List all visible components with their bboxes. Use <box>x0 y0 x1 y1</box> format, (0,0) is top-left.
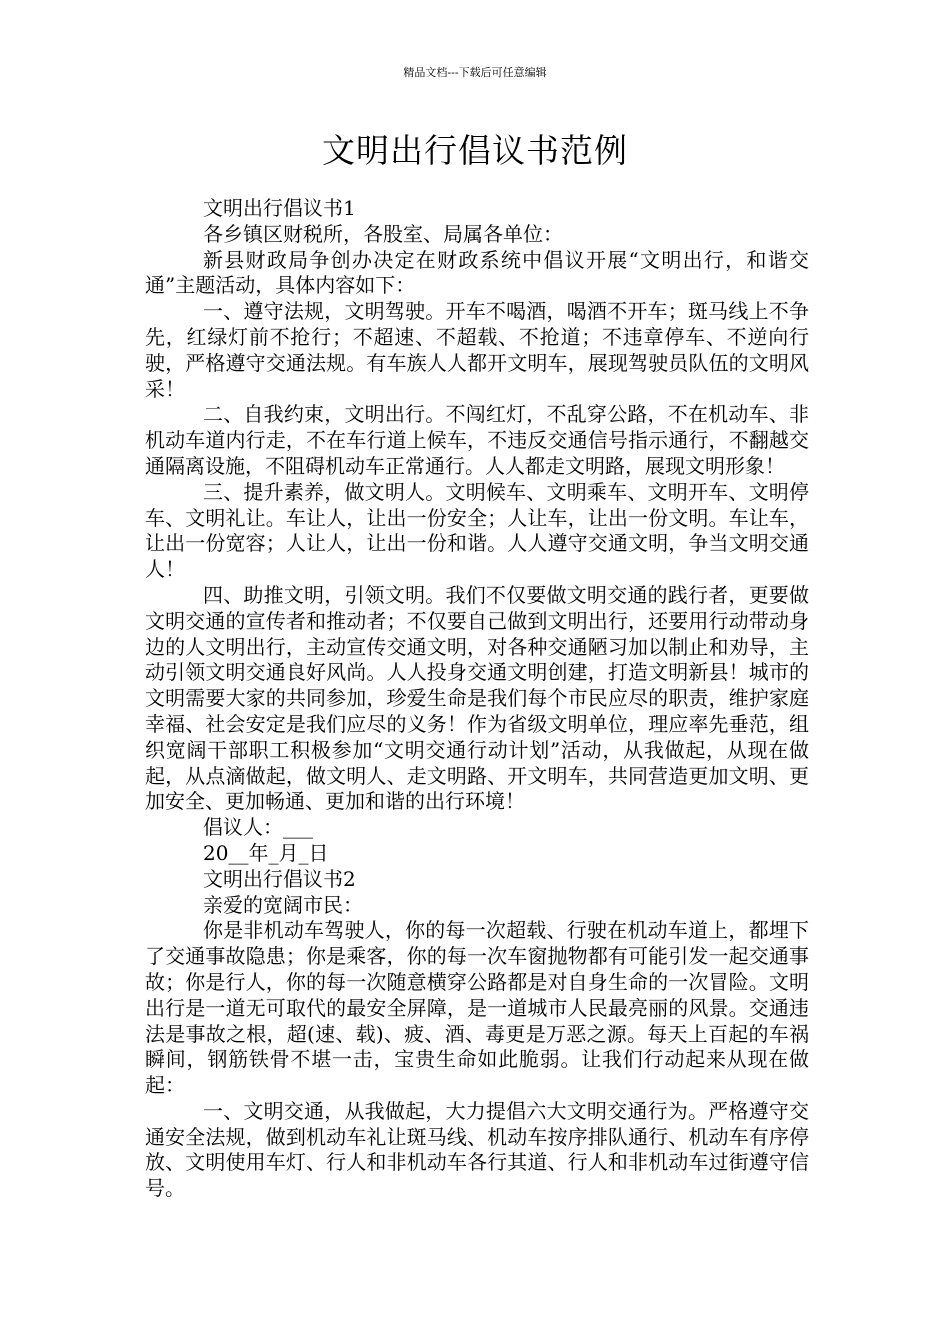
document-body <box>145 196 809 1202</box>
paragraph-letter2-heading: 文明出行倡议书2 <box>203 866 356 891</box>
paragraph-signer: 倡议人：___ <box>203 815 313 840</box>
paragraph-letter2-body: 你是非机动车驾驶人，你的每一次超载、行驶在机动车道上，都埋下了交通事故隐患；你是乘客，你的每一次车窗抛物都有可能引发一起交通事故；你是行人，你的每一次随意横穿公路都是对自身生命的一次冒险。文明出行是一道无可取代的最安全屏障，是一道城市人民最亮丽的风景。交通违法是事故之根，超(速、载)、疲、酒、毒更是万恶之源。每天上百起的车祸瞬间，钢筋铁骨不堪一击，宝贵生命如此脆弱。让我们行动起来从现在做起： <box>145 918 809 1098</box>
paragraph-point-2: 二、自我约束，文明出行。不闯红灯，不乱穿公路，不在机动车、非机动车道内行走，不在车行道上候车，不违反交通信号指示通行，不翻越交通隔离设施，不阻碍机动车正常通行。人人都走文明路，展现文明形象！ <box>145 402 809 478</box>
page-header: 精品文档---下载后可任意编辑 <box>403 66 547 79</box>
paragraph-intro: 新县财政局争创办决定在财政系统中倡议开展“文明出行，和谐交通”主题活动，具体内容如下： <box>145 247 809 298</box>
paragraph-letter2-point-1: 一、文明交通，从我做起，大力提倡六大文明交通行为。严格遵守交通安全法规，做到机动车礼让斑马线、机动车按序排队通行、机动车有序停放、文明使用车灯、行人和非机动车各行其道、行人和非机动车过街遵守信号。 <box>145 1098 809 1201</box>
document-title: 文明出行倡议书范例 <box>322 131 628 170</box>
paragraph-point-3: 三、提升素养，做文明人。文明候车、文明乘车、文明开车、文明停车、文明礼让。车让人，让出一份安全；人让车，让出一份文明。车让车，让出一份宽容；人让人，让出一份和谐。人人遵守交通文明，争当文明交通人！ <box>145 479 809 582</box>
paragraph-salutation-1: 各乡镇区财税所，各股室、局属各单位： <box>203 221 563 246</box>
paragraph-point-4: 四、助推文明，引领文明。我们不仅要做文明交通的践行者，更要做文明交通的宣传者和推动者；不仅要自己做到文明出行，还要用行动带动身边的人文明出行，主动宣传交通文明，对各种交通陋习加以制止和劝导，主动引领文明交通良好风尚。人人投身交通文明创建，打造文明新县！城市的文明需要大家的共同参加，珍爱生命是我们每个市民应尽的职责，维护家庭幸福、社会安定是我们应尽的义务！作为省级文明单位，理应率先垂范，组织宽阔干部职工积极参加“文明交通行动计划”活动，从我做起，从现在做起，从点滴做起，做文明人、走文明路、开文明车，共同营造更加文明、更加安全、更加畅通、更加和谐的出行环境！ <box>145 582 809 814</box>
paragraph-salutation-2: 亲爱的宽阔市民： <box>203 892 363 917</box>
paragraph-date: 20__年_月_日 <box>203 840 329 865</box>
paragraph-point-1: 一、遵守法规，文明驾驶。开车不喝酒，喝酒不开车；斑马线上不争先，红绿灯前不抢行；不超速、不超载、不抢道；不违章停车、不逆向行驶，严格遵守交通法规。有车族人人都开文明车，展现驾驶员队伍的文明风采！ <box>145 299 809 401</box>
paragraph-letter1-heading: 文明出行倡议书1 <box>203 196 356 220</box>
